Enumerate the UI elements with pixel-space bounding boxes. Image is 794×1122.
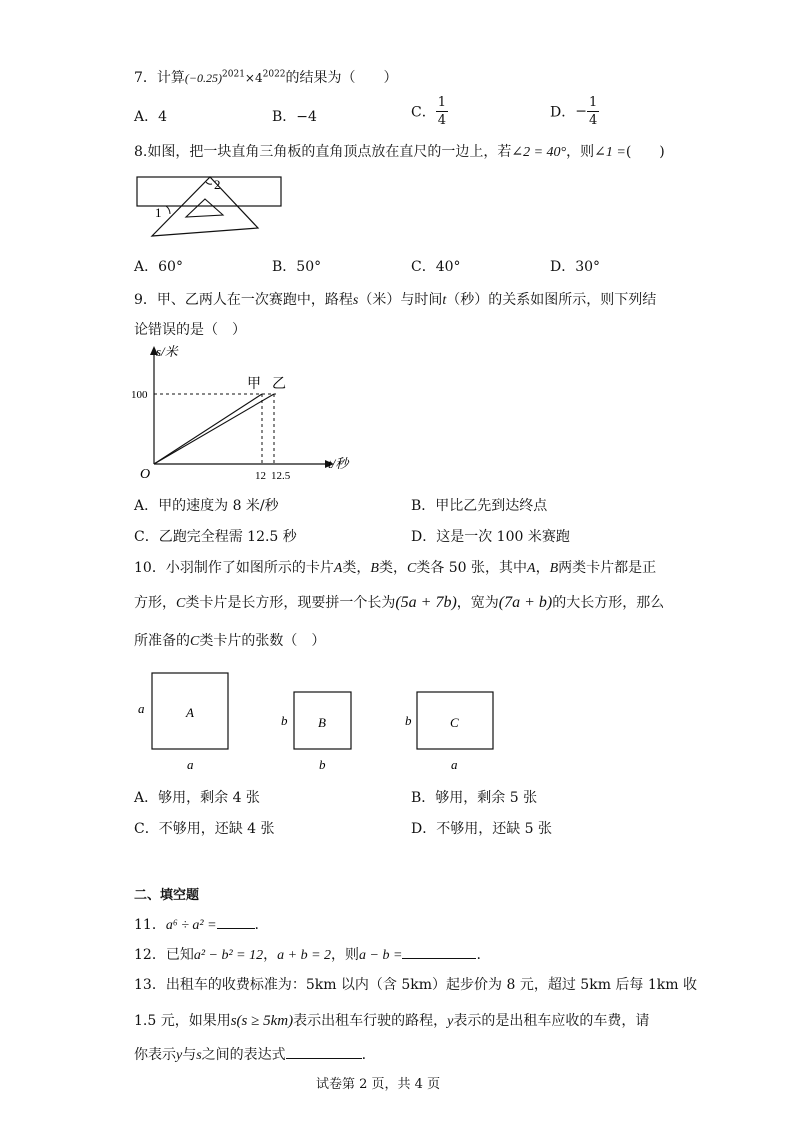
- q10-width-expr: (7a + b): [498, 594, 553, 611]
- q10-var-a: A: [527, 561, 536, 576]
- series-yi-line: [154, 394, 274, 464]
- y-tick-100: 100: [131, 389, 148, 401]
- q9-stem-line1: [134, 289, 656, 309]
- angle-arc-2: [206, 182, 212, 184]
- x-axis-label: t/秒: [328, 456, 349, 471]
- q10-length-expr: (5a + 7b): [395, 594, 457, 611]
- option-label: C．: [134, 821, 159, 837]
- option-label: B．: [411, 790, 436, 806]
- angle-label-1: 1: [155, 205, 162, 220]
- ruler-triangle-figure: [130, 170, 290, 240]
- q10-var-c: C: [406, 561, 417, 576]
- q8-text-b: ，则: [566, 144, 595, 160]
- numerator: 1: [588, 95, 598, 110]
- q10-text: 类卡片是长方形，现要拼一个长为: [185, 595, 396, 611]
- q10-text: 10．小羽制作了如图所示的卡片: [134, 560, 334, 576]
- section-title: 二、填空题: [134, 888, 200, 903]
- x-tick-12-5: 12.5: [271, 470, 291, 482]
- q13-text: 你表示: [134, 1047, 176, 1063]
- q10-text: ，: [535, 560, 550, 576]
- option-value: 这是一次 100 米赛跑: [436, 529, 570, 545]
- q10-var-b: B: [370, 561, 379, 576]
- q7-option-a[interactable]: [134, 106, 167, 126]
- race-chart: [128, 338, 368, 488]
- q12: [134, 944, 481, 964]
- q9-option-b[interactable]: [411, 495, 547, 515]
- series-jia-label: 甲: [247, 376, 261, 392]
- q8-angle2: ∠2 = 40°: [511, 145, 567, 160]
- q11-expr: a⁶ ÷ a² =: [165, 918, 217, 933]
- card-b-bottom-label: b: [319, 757, 326, 772]
- q11: [134, 914, 259, 934]
- series-jia-line: [154, 394, 262, 464]
- option-label: D．: [550, 259, 576, 275]
- q13-line3: [134, 1044, 366, 1064]
- option-value: 不够用，还缺 4 张: [158, 821, 275, 837]
- option-label: D．: [550, 104, 576, 121]
- q10-text: 类各 50 张，其中: [416, 560, 528, 576]
- q13-line2: [134, 1010, 649, 1030]
- q12-text: ，: [263, 947, 278, 963]
- q13-text: 之间的表达式: [201, 1047, 286, 1063]
- option-value: 不够用，还缺 5 张: [436, 821, 553, 837]
- option-value: 40°: [435, 259, 461, 275]
- option-value: 乙跑完全程需 12.5 秒: [158, 529, 297, 545]
- q8-option-b[interactable]: [272, 256, 321, 276]
- q10-text: 类，: [378, 560, 407, 576]
- q13-line1: 13．出租车的收费标准为：5km 以内（含 5km）起步价为 8 元，超过 5km 后每 1km 收: [134, 977, 697, 993]
- q7-stem: [134, 67, 398, 87]
- page-footer: 试卷第 2 页，共 4 页: [316, 1077, 441, 1092]
- option-label: A．: [134, 259, 159, 275]
- q9-option-c[interactable]: [134, 526, 297, 546]
- q7-exp2: 2022: [262, 69, 286, 80]
- q10-var-c: C: [190, 634, 200, 649]
- q13-text: 与: [182, 1047, 197, 1063]
- q10-text: 的大长方形，那么: [552, 595, 665, 611]
- q12-text: ，则: [331, 947, 360, 963]
- q8-option-c[interactable]: [411, 256, 461, 276]
- q13-var-s: s: [196, 1048, 202, 1063]
- series-yi-label: 乙: [272, 376, 286, 392]
- q13-tail: .: [361, 1047, 367, 1063]
- q12-expr2: a + b = 2: [277, 948, 332, 963]
- option-value: 4: [158, 109, 168, 125]
- q13-var-y: y: [447, 1014, 454, 1029]
- option-label: B．: [272, 259, 297, 275]
- card-b-side-label: b: [281, 713, 288, 728]
- q10-option-b[interactable]: [411, 787, 537, 807]
- card-c-side-label: b: [405, 713, 412, 728]
- fraction: [587, 96, 599, 127]
- option-label: A．: [134, 109, 159, 125]
- q12-expr1: a² − b² = 12: [193, 948, 264, 963]
- option-value: −4: [296, 109, 317, 125]
- option-label: D．: [411, 529, 437, 545]
- numerator: 1: [437, 95, 446, 110]
- q7-times: ×4: [244, 71, 263, 85]
- q13-answer-blank[interactable]: [286, 1044, 362, 1059]
- option-value: 甲比乙先到达终点: [435, 498, 548, 514]
- q7-option-d[interactable]: [550, 96, 599, 127]
- q13-var-y: y: [176, 1048, 183, 1063]
- q7-exp1: 2021: [222, 69, 245, 80]
- q7-tail: 的结果为（ ）: [285, 70, 398, 86]
- q10-option-c[interactable]: [134, 818, 275, 838]
- option-label: B．: [272, 109, 297, 125]
- q9-var-s: s: [352, 293, 359, 308]
- q12-answer-blank[interactable]: [402, 944, 476, 959]
- q10-text: 方形，: [134, 595, 176, 611]
- q10-var-b: B: [549, 561, 559, 576]
- option-value: 甲的速度为 8 米/秒: [158, 498, 279, 514]
- option-value: 30°: [575, 259, 601, 275]
- q8-option-d[interactable]: [550, 256, 600, 276]
- card-b-center-label: B: [318, 715, 326, 730]
- q11-answer-blank[interactable]: [217, 914, 255, 929]
- option-value: 50°: [296, 259, 322, 275]
- q8-text-a: 8.如图，把一块直角三角板的直角顶点放在直尺的一边上，若: [134, 144, 512, 160]
- denominator: 4: [588, 113, 598, 128]
- q7-number: 7．计算: [134, 70, 185, 86]
- angle-label-2: 2: [214, 177, 221, 192]
- q9-stem-line2: 论错误的是（ ）: [134, 322, 246, 338]
- q10-var-a: A: [333, 561, 343, 576]
- q9-text-b: （米）与时间: [358, 292, 443, 308]
- q10-option-d[interactable]: [411, 818, 552, 838]
- x-tick-12: 12: [255, 470, 266, 482]
- q7-option-b[interactable]: [272, 106, 317, 126]
- q13-expr: s(s ≥ 5km): [230, 1013, 294, 1029]
- option-label: C．: [411, 104, 436, 121]
- q9-var-t: t: [442, 293, 447, 308]
- option-value: 够用，剩余 4 张: [158, 790, 260, 806]
- q9-text-c: （秒）的关系如图所示，则下列结: [446, 292, 657, 308]
- q12-expr3: a − b =: [359, 948, 403, 963]
- q10-text: 类，: [342, 560, 371, 576]
- q8-tail: ( ): [625, 144, 665, 160]
- option-label: A．: [134, 790, 159, 806]
- denominator: 4: [437, 113, 446, 128]
- cards-figure: [130, 665, 510, 775]
- card-a-bottom-label: a: [187, 757, 194, 772]
- option-value: 够用，剩余 5 张: [435, 790, 538, 806]
- q8-stem: [134, 141, 665, 161]
- q10-stem-line1: [134, 557, 656, 577]
- q7-base: (−0.25): [184, 71, 223, 85]
- q10-stem-line2: [134, 592, 664, 612]
- set-square-inner: [186, 199, 223, 217]
- q10-text: 两类卡片都是正: [558, 560, 657, 576]
- y-axis-label: s/米: [156, 344, 178, 359]
- q13-text: 1.5 元，如果用: [134, 1013, 231, 1029]
- option-label: B．: [411, 498, 436, 514]
- q10-text: 类卡片的张数（ ）: [199, 633, 326, 649]
- q13-text: 表示的是出租车应收的车费，请: [453, 1013, 650, 1029]
- option-label: D．: [411, 821, 437, 837]
- card-c-bottom-label: a: [451, 757, 458, 772]
- q9-text-a: 9．甲、乙两人在一次赛跑中，路程: [134, 292, 353, 308]
- option-label: C．: [411, 259, 436, 275]
- q10-stem-line3: [134, 630, 325, 650]
- q13-text: 表示出租车行驶的路程，: [293, 1013, 448, 1029]
- card-a-side-label: a: [138, 701, 145, 716]
- q8-option-a[interactable]: [134, 256, 183, 276]
- q11-tail: .: [254, 917, 259, 933]
- q10-text: 所准备的: [134, 633, 190, 649]
- q9-option-a[interactable]: [134, 495, 279, 515]
- fraction: [436, 96, 448, 127]
- card-c-center-label: C: [450, 715, 459, 730]
- option-value: 60°: [158, 259, 183, 275]
- q12-tail: .: [476, 947, 481, 963]
- angle-arc-1: [166, 206, 170, 214]
- q10-option-a[interactable]: [134, 787, 260, 807]
- option-label: C．: [134, 529, 159, 545]
- ruler: [137, 177, 281, 206]
- q9-option-d[interactable]: [411, 526, 570, 546]
- q10-text: ，宽为: [456, 595, 499, 611]
- option-label: A．: [134, 498, 159, 514]
- q7-option-c[interactable]: [411, 96, 448, 127]
- card-a-center-label: A: [186, 705, 194, 720]
- q11-number: 11．: [134, 917, 166, 933]
- q12-text: 12．已知: [134, 947, 194, 963]
- minus-sign: −: [575, 103, 587, 120]
- q10-var-c: C: [176, 596, 186, 611]
- q8-angle1: ∠1 =: [594, 145, 626, 160]
- origin-label: O: [140, 467, 151, 482]
